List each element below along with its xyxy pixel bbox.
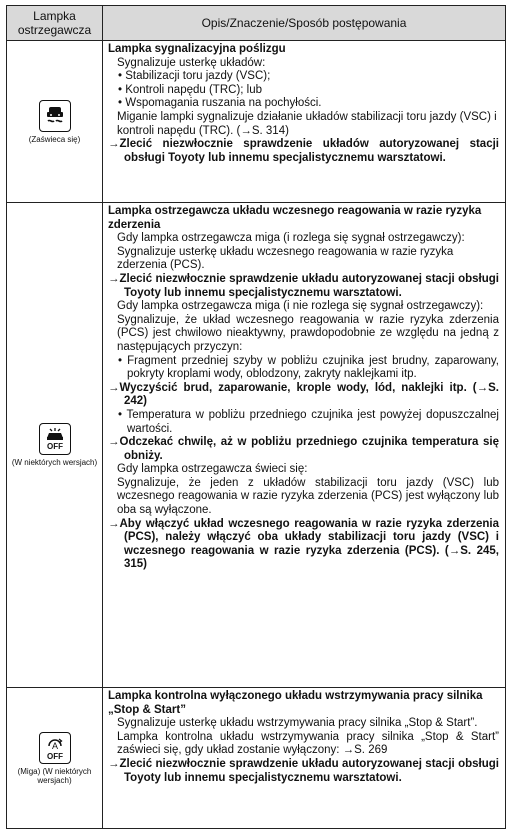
bullet-item: • Stabilizacji toru jazdy (VSC); bbox=[118, 70, 271, 83]
description-cell bbox=[103, 41, 506, 203]
action-text: →Aby włączyć układ wczesnego reagowania w razie ryzyka zderzenia (PCS), należy włączyć oba układy stabilizacji toru jazdy (VSC) i wczesnego reagowania w razie ryzyka zderzenia (PCS). (→S. 245, 315) bbox=[108, 517, 499, 571]
icon-cell bbox=[7, 203, 103, 688]
description-cell bbox=[103, 203, 506, 688]
text-line: Sygnalizuje, że jeden z układów stabilizacji toru jazdy (VSC) lub wczesnego reagowania w razie ryzyka zderzenia (PCS) jest wyłączony lub oba są wyłączone. bbox=[117, 476, 499, 517]
warning-lights-table bbox=[6, 5, 506, 829]
icon-label: OFF bbox=[46, 751, 63, 761]
icon-caption: (Miga) (W niektórych wersjach) bbox=[17, 766, 92, 785]
table-header-row bbox=[7, 6, 506, 41]
bullet-item: • Fragment przedniej szyby w pobliżu czujnika jest brudny, zaparowany, pokryty kroplami wody, oblodzony, zakryty naklejkami itp. bbox=[118, 354, 499, 381]
text-line: Gdy lampka ostrzegawcza miga (i nie rozlega się sygnał ostrzegawczy): bbox=[117, 300, 484, 313]
bullet-item: • Temperatura w pobliżu przedniego czujnika jest powyżej dopuszczalnej wartości. bbox=[118, 408, 499, 435]
row-title: Lampka kontrolna wyłączonego układu wstrzymywania pracy silnika „Stop & Start” bbox=[108, 690, 483, 716]
bullet-item: • Wspomagania ruszania na pochyłości. bbox=[118, 97, 322, 110]
table-row bbox=[7, 688, 506, 829]
icon-label: OFF bbox=[46, 442, 63, 451]
pcs-off-icon bbox=[39, 423, 71, 455]
text-line: Sygnalizuje usterkę układów: bbox=[117, 56, 266, 69]
text-line: Gdy lampka ostrzegawcza miga (i rozlega się sygnał ostrzegawczy): bbox=[117, 232, 465, 245]
text-line: Sygnalizuje usterkę układu wczesnego reagowania w razie ryzyka zderzenia (PCS). bbox=[117, 245, 454, 272]
icon-caption: (Zaświeca się) bbox=[28, 134, 81, 144]
text-line: Sygnalizuje, że układ wczesnego reagowania w razie ryzyka zderzenia (PCS) jest chwilowo nieaktywny, prawdopodobnie ze względu na jedną z następujących przyczyn: bbox=[117, 313, 499, 353]
stop-start-off-icon bbox=[39, 732, 71, 764]
text-line: Gdy lampka ostrzegawcza świeci się: bbox=[117, 463, 308, 476]
action-text: →Zlecić niezwłocznie sprawdzenie układu autoryzowanej stacji obsługi Toyoty lub innemu specjalistycznemu warsztatowi. bbox=[108, 272, 499, 299]
action-text: →Wyczyścić brud, zaparowanie, krople wody, lód, naklejki itp. (→S. 242) bbox=[108, 381, 499, 408]
row-title: Lampka ostrzegawcza układu wczesnego reagowania w razie ryzyka zderzenia bbox=[108, 205, 482, 231]
header-warning-light: Lampka ostrzegawcza bbox=[7, 6, 103, 41]
text-line: Lampka kontrolna układu wstrzymywania pracy silnika „Stop & Start” zaświeci się, gdy układ zostanie wyłączony: →S. 269 bbox=[117, 730, 499, 757]
text-line: Miganie lampki sygnalizuje działanie układów stabilizacji toru jazdy (VSC) i kontroli napędu (TRC). (→S. 314) bbox=[117, 110, 497, 137]
action-text: →Zlecić niezwłocznie sprawdzenie układu autoryzowanej stacji obsługi Toyoty lub innemu specjalistycznemu warsztatowi. bbox=[108, 757, 499, 784]
icon-cell bbox=[7, 41, 103, 203]
table-row bbox=[7, 41, 506, 203]
action-text: →Zlecić niezwłocznie sprawdzenie układów autoryzowanej stacji obsługi Toyoty lub innemu specjalistycznemu warsztatowi. bbox=[108, 138, 499, 164]
bullet-item: • Kontroli napędu (TRC); lub bbox=[118, 83, 263, 96]
table-row bbox=[7, 203, 506, 688]
slip-indicator-icon bbox=[39, 100, 71, 132]
icon-cell bbox=[7, 688, 103, 829]
description-cell bbox=[103, 688, 506, 829]
row-title: Lampka sygnalizacyjna poślizgu bbox=[108, 43, 286, 55]
icon-letter: A bbox=[51, 740, 58, 751]
action-text: →Odczekać chwilę, aż w pobliżu przedniego czujnika temperatura się obniży. bbox=[108, 436, 499, 462]
header-description: Opis/Znaczenie/Sposób postępowania bbox=[103, 6, 506, 41]
icon-caption: (W niektórych wersjach) bbox=[11, 458, 98, 467]
text-line: Sygnalizuje usterkę układu wstrzymywania pracy silnika „Stop & Start”. bbox=[117, 717, 478, 730]
